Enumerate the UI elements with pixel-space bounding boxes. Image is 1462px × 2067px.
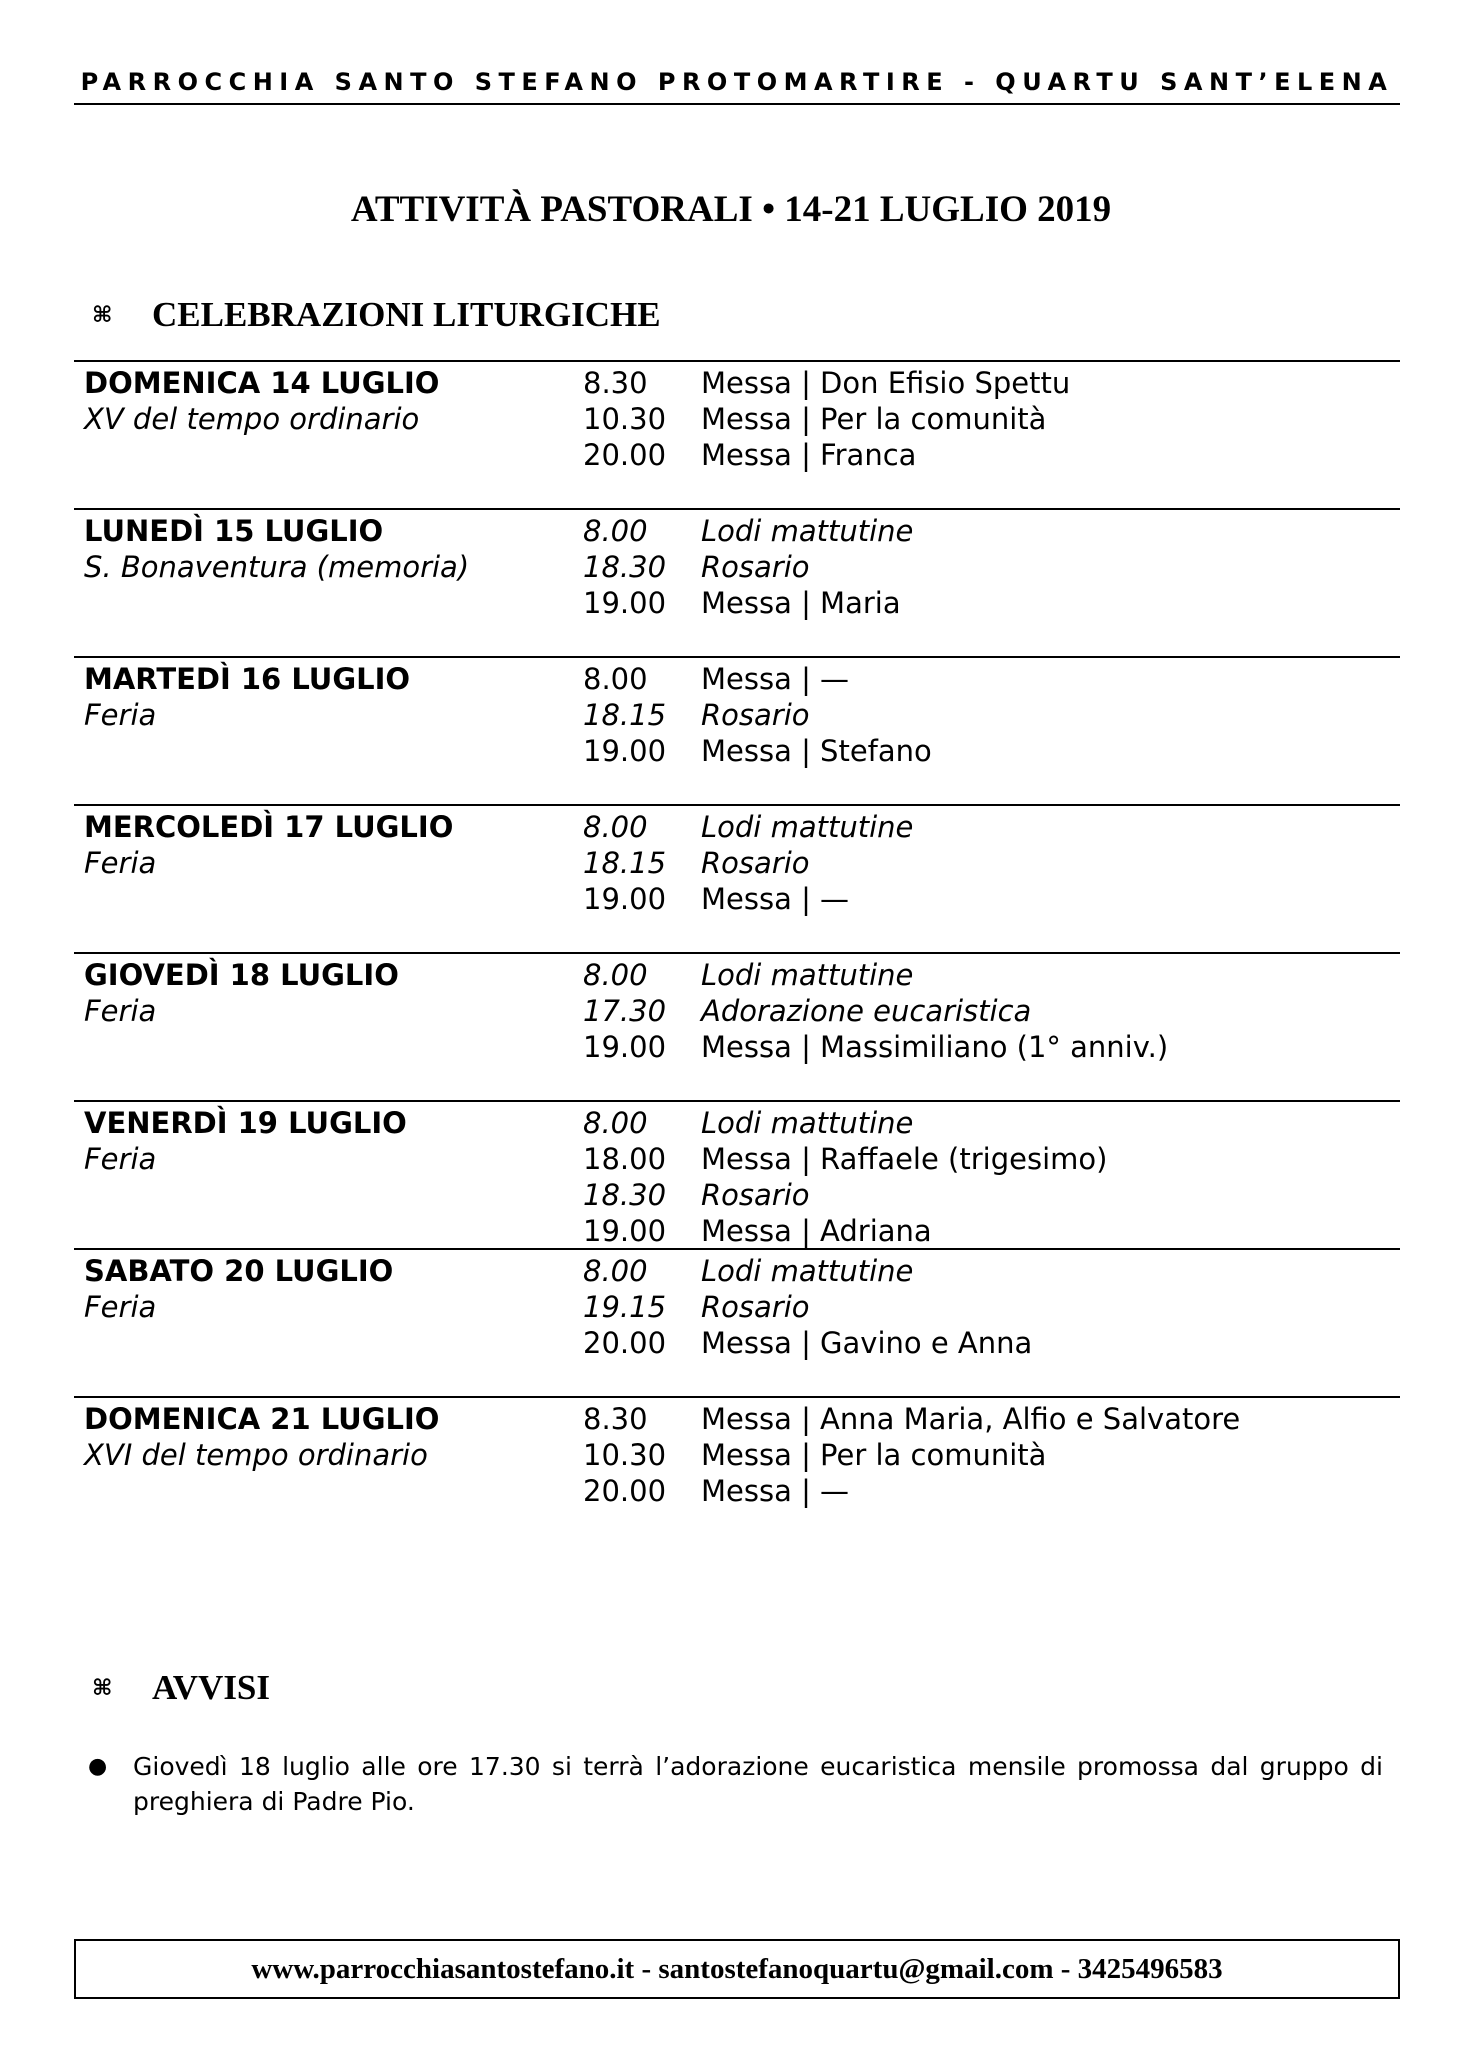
footer-contacts: www.parrocchiasantostefano.it - santostefanoquartu@gmail.com - 3425496583 <box>74 1939 1400 1999</box>
event-item <box>583 993 1168 1029</box>
day-events <box>583 510 913 656</box>
event-description: Messa | Adriana <box>701 1214 932 1248</box>
event-time: 17.30 <box>583 994 667 1028</box>
day-label <box>74 658 583 804</box>
event-time: 19.00 <box>583 586 667 620</box>
event-time: 18.30 <box>583 550 667 584</box>
day-events <box>583 1250 1032 1396</box>
event-time: 8.00 <box>583 1106 648 1140</box>
schedule-table <box>74 360 1400 1544</box>
event-description: Rosario <box>701 1290 810 1324</box>
section-avvisi-heading <box>92 1668 270 1708</box>
day-label <box>74 1102 583 1248</box>
section-avvisi-label: AVVISI <box>152 1668 271 1707</box>
event-time: 8.00 <box>583 662 648 696</box>
event-time: 19.00 <box>583 1214 667 1248</box>
event-time: 10.30 <box>583 402 667 436</box>
event-item <box>583 549 913 585</box>
event-item <box>583 1401 1240 1437</box>
event-description: Lodi mattutine <box>701 958 914 992</box>
star-icon: ⌘ <box>92 1675 113 1700</box>
event-description: Messa | Raffaele (trigesimo) <box>701 1142 1108 1176</box>
event-time: 19.00 <box>583 1030 667 1064</box>
event-description: Messa | Massimiliano (1° anniv.) <box>701 1030 1169 1064</box>
day-events <box>583 1102 1107 1248</box>
day-row <box>74 952 1400 1100</box>
day-events <box>583 362 1070 508</box>
day-events <box>583 806 913 952</box>
event-description: Rosario <box>701 550 810 584</box>
event-description: Rosario <box>701 1178 810 1212</box>
day-row <box>74 804 1400 952</box>
day-name: DOMENICA 21 LUGLIO <box>84 1402 440 1436</box>
page-title: ATTIVITÀ PASTORALI • 14-21 LUGLIO 2019 <box>350 189 1112 230</box>
day-label <box>74 954 583 1100</box>
event-time: 10.30 <box>583 1438 667 1472</box>
event-description: Messa | Maria <box>701 586 901 620</box>
day-subtitle: S. Bonaventura (memoria) <box>84 550 470 584</box>
event-time: 19.00 <box>583 882 667 916</box>
event-item <box>583 809 913 845</box>
event-item <box>583 513 913 549</box>
event-time: 18.15 <box>583 698 667 732</box>
event-description: Lodi mattutine <box>701 810 914 844</box>
event-description: Messa | — <box>701 662 850 696</box>
event-item <box>583 1473 1240 1509</box>
day-name: MERCOLEDÌ 17 LUGLIO <box>84 810 454 844</box>
day-label <box>74 1398 583 1544</box>
day-subtitle: XVI del tempo ordinario <box>84 1438 428 1472</box>
event-item <box>583 437 1070 473</box>
event-description: Messa | Per la comunità <box>701 1438 1047 1472</box>
day-row <box>74 1100 1400 1248</box>
event-time: 18.15 <box>583 846 667 880</box>
day-label <box>74 510 583 656</box>
event-item <box>583 1105 1107 1141</box>
event-item <box>583 697 932 733</box>
day-name: MARTEDÌ 16 LUGLIO <box>84 662 411 696</box>
event-item <box>583 845 913 881</box>
event-description: Rosario <box>701 698 810 732</box>
day-name: DOMENICA 14 LUGLIO <box>84 366 440 400</box>
day-label <box>74 1250 583 1396</box>
day-label <box>74 806 583 952</box>
event-item <box>583 1213 1107 1249</box>
event-description: Messa | Franca <box>701 438 917 472</box>
event-item <box>583 1141 1107 1177</box>
event-time: 18.00 <box>583 1142 667 1176</box>
day-row <box>74 1396 1400 1544</box>
header-divider <box>74 103 1400 105</box>
event-item <box>583 881 913 917</box>
event-description: Lodi mattutine <box>701 514 914 548</box>
event-time: 19.15 <box>583 1290 667 1324</box>
event-description: Lodi mattutine <box>701 1106 914 1140</box>
day-row <box>74 508 1400 656</box>
day-subtitle: Feria <box>84 1142 157 1176</box>
event-description: Messa | — <box>701 882 850 916</box>
event-time: 8.00 <box>583 1254 648 1288</box>
event-item <box>583 957 1168 993</box>
day-label <box>74 362 583 508</box>
event-description: Rosario <box>701 846 810 880</box>
event-item <box>583 733 932 769</box>
event-item <box>583 1253 1032 1289</box>
day-subtitle: Feria <box>84 994 157 1028</box>
event-description: Messa | Anna Maria, Alfio e Salvatore <box>701 1402 1241 1436</box>
day-row <box>74 656 1400 804</box>
event-time: 8.00 <box>583 810 648 844</box>
event-time: 19.00 <box>583 734 667 768</box>
day-subtitle: Feria <box>84 1290 157 1324</box>
day-events <box>583 1398 1240 1544</box>
event-time: 20.00 <box>583 1326 667 1360</box>
day-events <box>583 658 932 804</box>
parish-header: PARROCCHIA SANTO STEFANO PROTOMARTIRE - QUARTU SANT’ELENA <box>80 68 1394 96</box>
event-description: Lodi mattutine <box>701 1254 914 1288</box>
day-subtitle: Feria <box>84 846 157 880</box>
event-description: Messa | Gavino e Anna <box>701 1326 1033 1360</box>
event-item <box>583 1177 1107 1213</box>
section-celebrazioni-label: CELEBRAZIONI LITURGICHE <box>152 295 661 334</box>
day-name: VENERDÌ 19 LUGLIO <box>84 1106 407 1140</box>
event-time: 18.30 <box>583 1178 667 1212</box>
event-description: Messa | Don Efisio Spettu <box>701 366 1071 400</box>
section-celebrazioni-heading <box>92 295 661 335</box>
day-subtitle: XV del tempo ordinario <box>84 402 420 436</box>
day-name: LUNEDÌ 15 LUGLIO <box>84 514 384 548</box>
day-subtitle: Feria <box>84 698 157 732</box>
day-row <box>74 1248 1400 1396</box>
event-description: Messa | Per la comunità <box>701 402 1047 436</box>
day-name: SABATO 20 LUGLIO <box>84 1254 394 1288</box>
star-icon: ⌘ <box>92 302 113 327</box>
bullet-icon: ● <box>88 1754 108 1779</box>
event-time: 8.30 <box>583 1402 648 1436</box>
day-events <box>583 954 1168 1100</box>
notice-text: Giovedì 18 luglio alle ore 17.30 si terrà l’adorazione eucaristica mensile promossa dal gruppo di preghiera di Padre Pio. <box>133 1752 1383 1816</box>
event-time: 8.30 <box>583 366 648 400</box>
event-item <box>583 365 1070 401</box>
event-item <box>583 1029 1168 1065</box>
event-time: 20.00 <box>583 438 667 472</box>
day-row <box>74 360 1400 508</box>
event-item <box>583 1325 1032 1361</box>
day-name: GIOVEDÌ 18 LUGLIO <box>84 958 399 992</box>
event-item <box>583 401 1070 437</box>
event-item <box>583 661 932 697</box>
event-time: 8.00 <box>583 958 648 992</box>
event-description: Adorazione eucaristica <box>701 994 1032 1028</box>
event-item <box>583 585 913 621</box>
event-time: 20.00 <box>583 1474 667 1508</box>
event-description: Messa | — <box>701 1474 850 1508</box>
event-time: 8.00 <box>583 514 648 548</box>
notices-list <box>88 1749 1388 1819</box>
notice-item <box>88 1749 1388 1819</box>
event-description: Messa | Stefano <box>701 734 932 768</box>
event-item <box>583 1289 1032 1325</box>
event-item <box>583 1437 1240 1473</box>
